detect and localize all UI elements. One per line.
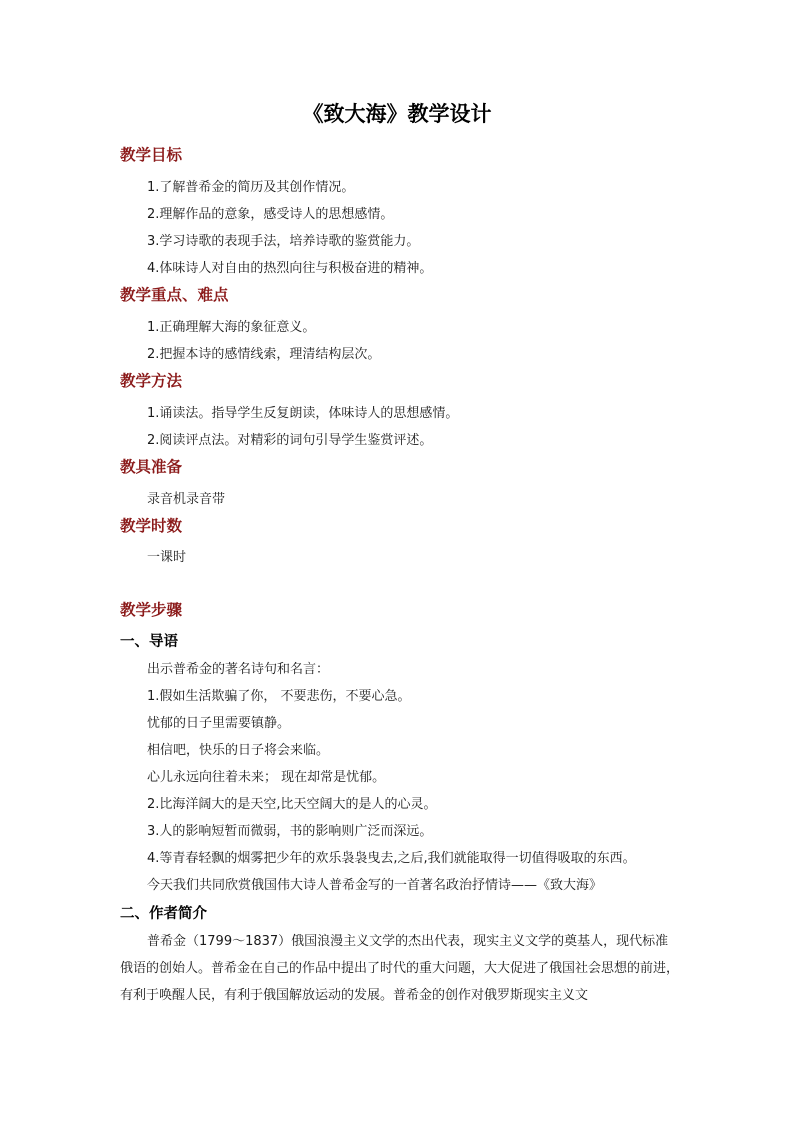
objective-item: 4.体味诗人对自由的热烈向往与积极奋进的精神。 (147, 261, 433, 276)
objective-item: 3.学习诗歌的表现手法，培养诗歌的鉴赏能力。 (147, 234, 420, 249)
objective-item: 1.了解普希金的简历及其创作情况。 (147, 180, 355, 195)
intro-line: 忧郁的日子里需要镇静。 (147, 716, 291, 731)
section-heading-materials: 教具准备 (120, 458, 183, 476)
intro-line: 相信吧，快乐的日子将会来临。 (147, 743, 330, 758)
document-title: 《致大海》教学设计 (302, 101, 492, 126)
intro-line: 出示普希金的著名诗句和名言： (147, 662, 330, 677)
intro-line: 1.假如生活欺骗了你， 不要悲伤，不要心急。 (147, 689, 411, 704)
key-point-item: 2.把握本诗的感情线索，理清结构层次。 (147, 347, 381, 362)
intro-line: 2.比海洋阔大的是天空,比天空阔大的是人的心灵。 (147, 797, 437, 812)
subheading-author: 二、作者简介 (120, 906, 207, 922)
section-heading-duration: 教学时数 (120, 517, 183, 535)
intro-line: 3.人的影响短暂而微弱，书的影响则广泛而深远。 (147, 824, 433, 839)
section-heading-key-points: 教学重点、难点 (120, 286, 229, 304)
subheading-intro: 一、导语 (120, 634, 178, 650)
objective-item: 2.理解作品的意象，感受诗人的思想感情。 (147, 207, 394, 222)
intro-line: 心儿永远向往着未来； 现在却常是忧郁。 (147, 770, 386, 785)
method-item: 2.阅读评点法。对精彩的词句引导学生鉴赏评述。 (147, 433, 433, 448)
duration-text: 一课时 (147, 550, 187, 565)
intro-line: 4.等青春轻飘的烟雾把少年的欢乐袅袅曳去,之后,我们就能取得一切值得吸取的东西。 (147, 851, 636, 866)
key-point-item: 1.正确理解大海的象征意义。 (147, 320, 316, 335)
section-heading-steps: 教学步骤 (120, 601, 183, 619)
author-paragraph: 普希金（1799～1837）俄国浪漫主义文学的杰出代表，现实主义文学的奠基人，现代标准俄语的创始人。普希金在自己的作品中提出了时代的重大问题，大大促进了俄国社会思想的前进，有利于唤醒人民，有利于俄国解放运动的发展。普希金的创作对俄罗斯现实主义文 (120, 934, 680, 1003)
section-heading-objectives: 教学目标 (120, 146, 183, 164)
materials-text: 录音机录音带 (147, 492, 226, 507)
method-item: 1.诵读法。指导学生反复朗读，体味诗人的思想感情。 (147, 406, 459, 421)
section-heading-methods: 教学方法 (120, 372, 183, 390)
intro-line: 今天我们共同欣赏俄国伟大诗人普希金写的一首著名政治抒情诗——《致大海》 (147, 878, 603, 893)
